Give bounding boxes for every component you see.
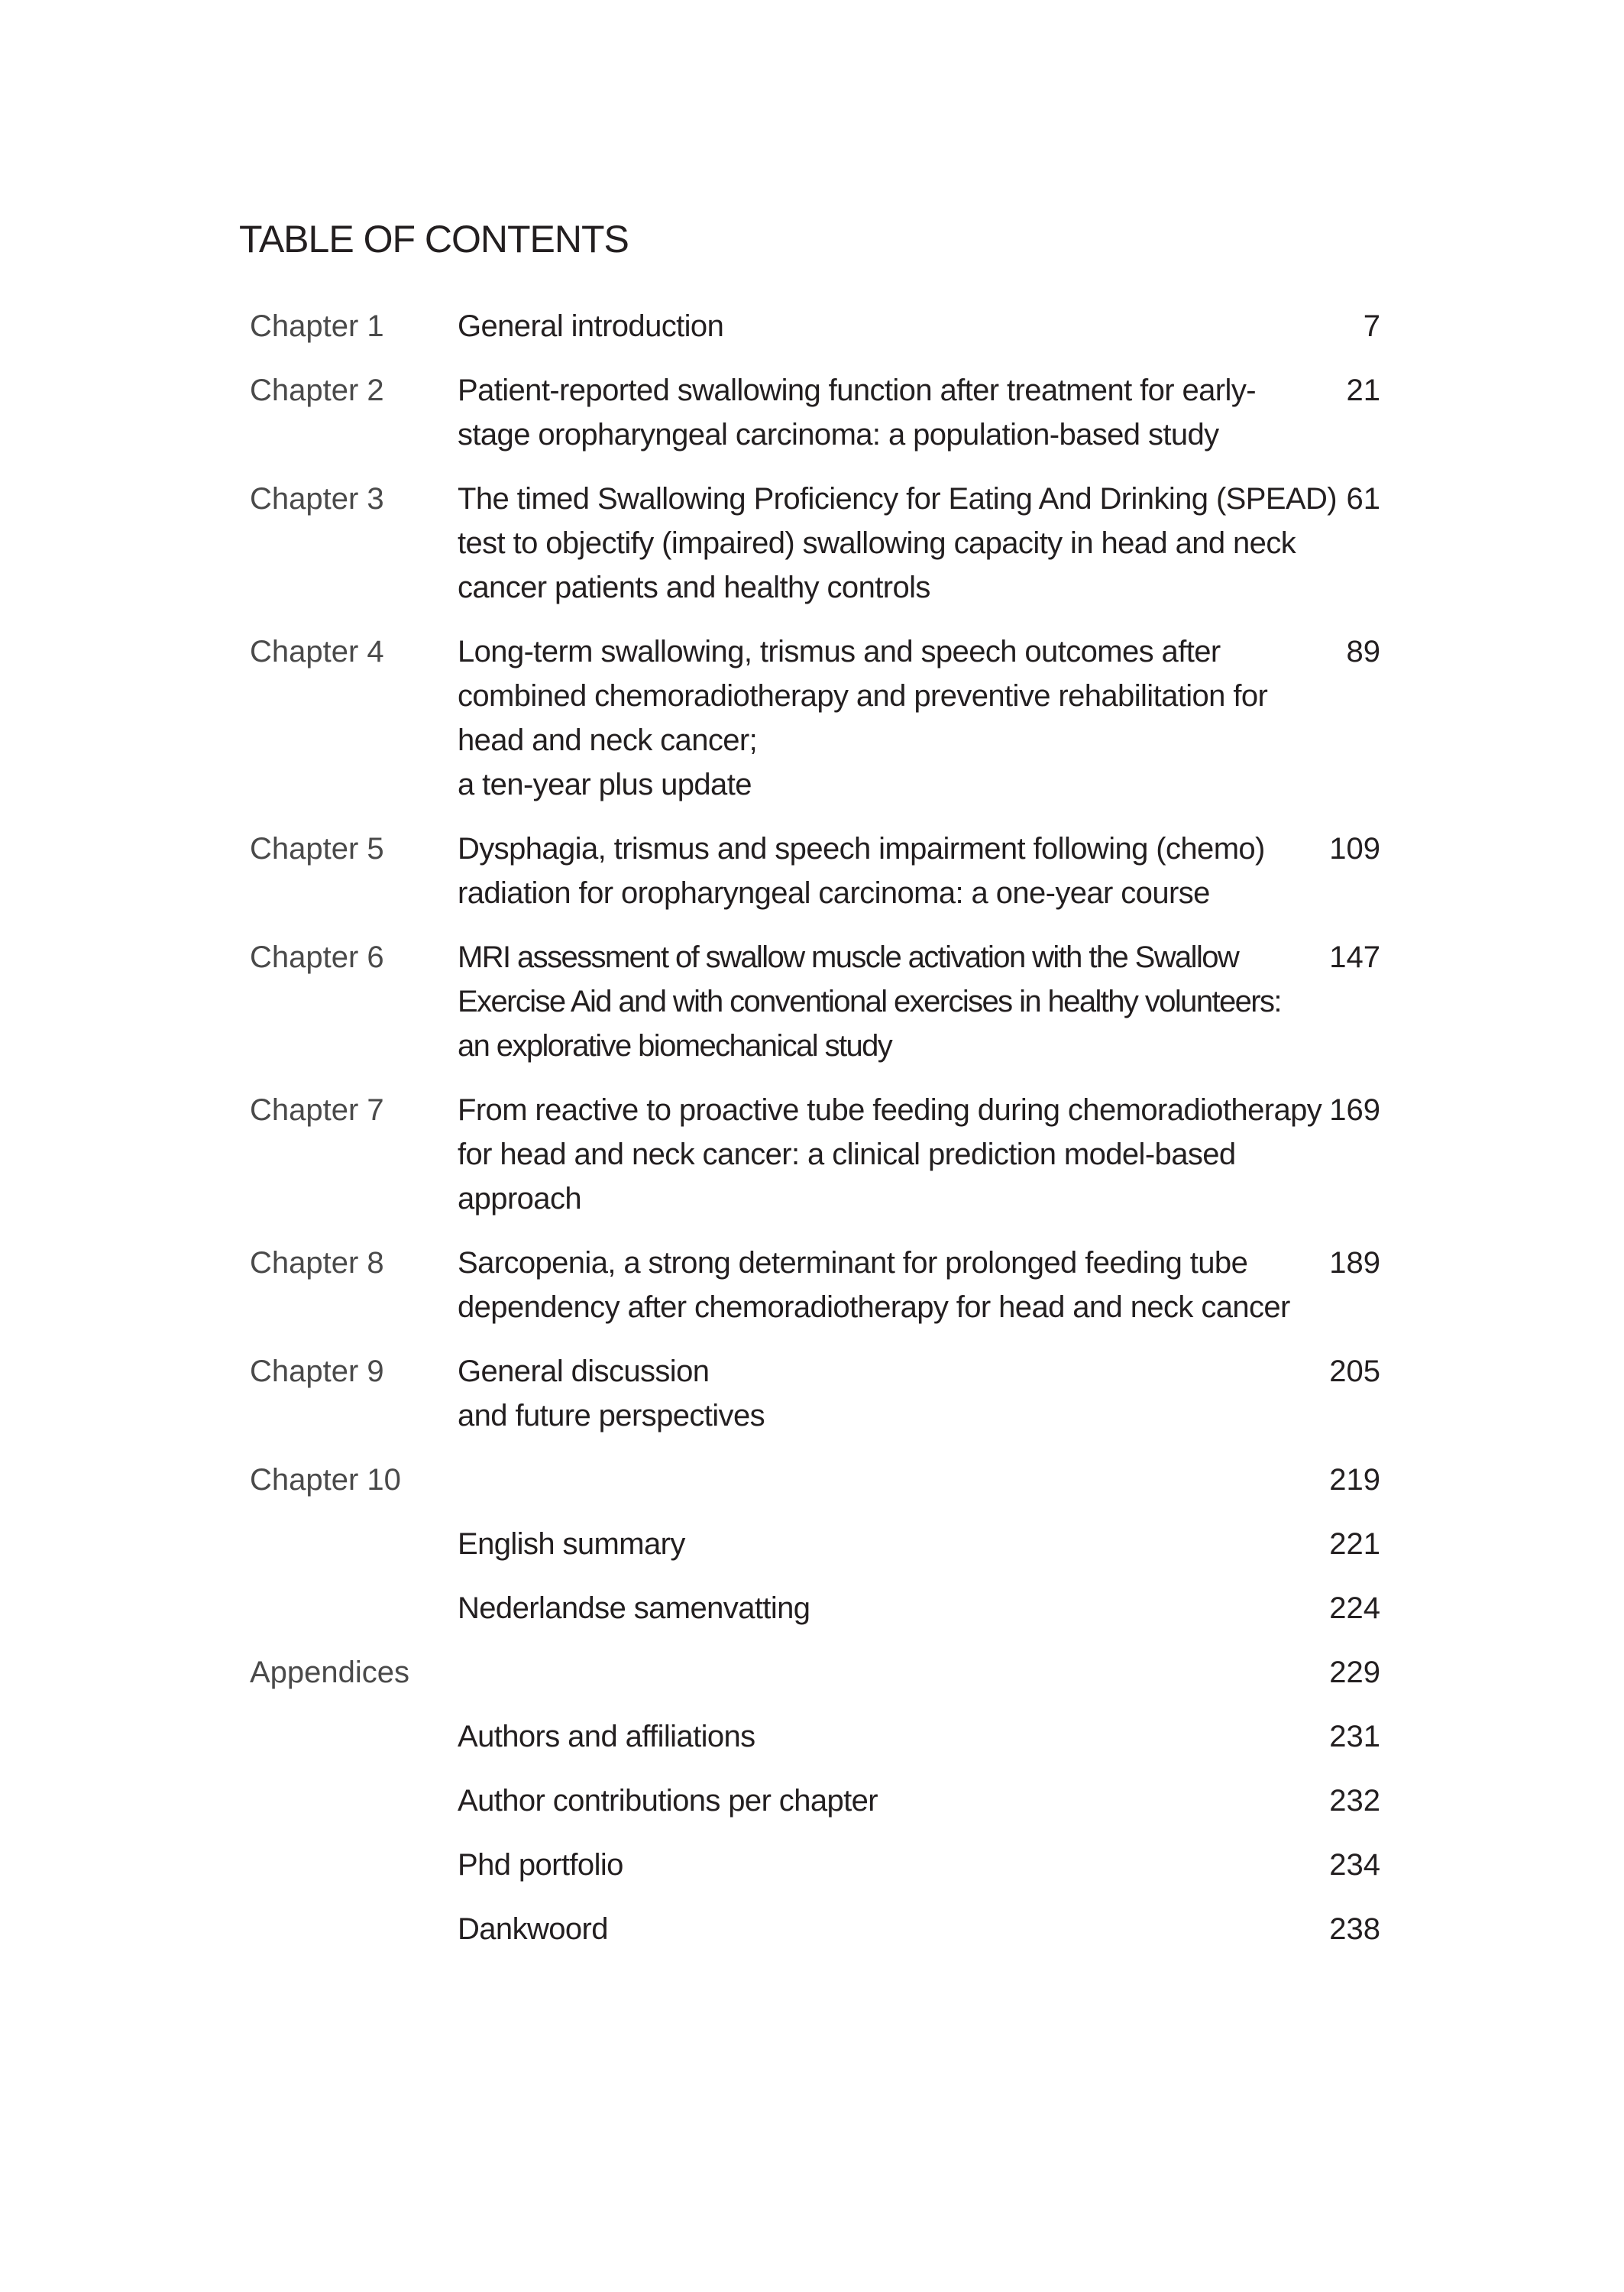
toc-entry-title bbox=[458, 368, 1286, 457]
toc-entry-title-line: approach bbox=[458, 1182, 581, 1216]
toc-entry-page-number: 205 bbox=[1329, 1355, 1380, 1388]
toc-entry-page-number: 189 bbox=[1329, 1246, 1380, 1280]
toc-entry-page-number: 61 bbox=[1346, 482, 1380, 516]
toc-entry bbox=[250, 1907, 1380, 1951]
toc-entry-title-line: Dankwoord bbox=[458, 1912, 608, 1946]
toc-entry-title-line: From reactive to proactive tube feeding during chemoradiotherapy bbox=[458, 1093, 1322, 1127]
toc-entry-title bbox=[458, 935, 1286, 1068]
toc-entry-label: Chapter 1 bbox=[250, 309, 384, 343]
toc-entry-title-line: Author contributions per chapter bbox=[458, 1784, 878, 1818]
toc-entry-title-line: Patient-reported swallowing function after treatment for early- bbox=[458, 374, 1256, 407]
toc-entry-label: Chapter 4 bbox=[250, 635, 384, 668]
toc-entry-title-line: Nederlandse samenvatting bbox=[458, 1591, 810, 1625]
toc-entry bbox=[250, 1843, 1380, 1887]
toc-entry-label: Chapter 10 bbox=[250, 1463, 401, 1497]
toc-entry bbox=[250, 1586, 1380, 1630]
toc-entry bbox=[250, 1522, 1380, 1566]
toc-entry-title-line: Phd portfolio bbox=[458, 1848, 623, 1882]
toc-entry bbox=[250, 477, 1380, 610]
toc-entry-title bbox=[458, 1088, 1322, 1221]
toc-entry-title bbox=[458, 304, 1286, 348]
toc-entry bbox=[250, 1088, 1380, 1221]
toc-entry-page-number: 21 bbox=[1346, 374, 1380, 407]
toc-entry-page-number: 7 bbox=[1363, 309, 1380, 343]
toc-entry bbox=[250, 827, 1380, 915]
toc-entry-label: Chapter 7 bbox=[250, 1093, 384, 1127]
toc-entry-title-line: and future perspectives bbox=[458, 1399, 765, 1432]
toc-entry-title bbox=[458, 1843, 1286, 1887]
toc-entry-title-line: an explorative biomechanical study bbox=[458, 1029, 892, 1063]
toc-entry-title bbox=[458, 1349, 1286, 1438]
toc-entry-title-line: Sarcopenia, a strong determinant for prolonged feeding tube bbox=[458, 1246, 1248, 1280]
toc-entry-title bbox=[458, 1714, 1286, 1759]
toc-entry-page-number: 224 bbox=[1329, 1591, 1380, 1625]
toc-entry-title bbox=[458, 1458, 1286, 1502]
toc-entry-title-line: Dysphagia, trismus and speech impairment following (chemo) bbox=[458, 832, 1265, 866]
toc-entry-title-line: General discussion bbox=[458, 1355, 710, 1388]
toc-entry-title-line bbox=[458, 1650, 1286, 1695]
toc-entry-title-line: Exercise Aid and with conventional exercises in healthy volunteers: bbox=[458, 985, 1281, 1018]
toc-entry-page-number: 232 bbox=[1329, 1784, 1380, 1818]
toc-entry-title bbox=[458, 1241, 1290, 1329]
toc-entry bbox=[250, 1779, 1380, 1823]
toc-entry-label: Appendices bbox=[250, 1656, 410, 1689]
toc-entry bbox=[250, 1650, 1380, 1695]
toc-entry-title-line: English summary bbox=[458, 1527, 685, 1561]
toc-entry bbox=[250, 368, 1380, 457]
toc-entry-title-line: dependency after chemoradiotherapy for head and neck cancer bbox=[458, 1290, 1290, 1324]
toc-entry-title bbox=[458, 477, 1337, 610]
toc-entry-title-line: head and neck cancer; bbox=[458, 724, 758, 757]
toc-entry-page-number: 229 bbox=[1329, 1656, 1380, 1689]
toc-entry-title-line: cancer patients and healthy controls bbox=[458, 571, 930, 604]
toc-entry bbox=[250, 630, 1380, 807]
toc-entry-page-number: 221 bbox=[1329, 1527, 1380, 1561]
toc-entry-title bbox=[458, 1586, 1286, 1630]
toc-entry-label: Chapter 9 bbox=[250, 1355, 384, 1388]
toc-entry-page-number: 169 bbox=[1329, 1093, 1380, 1127]
toc-entry-label: Chapter 3 bbox=[250, 482, 384, 516]
toc-entry-page-number: 147 bbox=[1329, 940, 1380, 974]
toc-entry-title bbox=[458, 1522, 1286, 1566]
toc-entry-title-line bbox=[458, 1458, 1286, 1502]
toc-entry-title-line: radiation for oropharyngeal carcinoma: a one-year course bbox=[458, 876, 1210, 910]
toc-entry-label: Chapter 8 bbox=[250, 1246, 384, 1280]
toc-entry bbox=[250, 935, 1380, 1068]
toc-entry bbox=[250, 1458, 1380, 1502]
toc-entry-title-line: MRI assessment of swallow muscle activation with the Swallow bbox=[458, 940, 1239, 974]
toc-entry-title bbox=[458, 827, 1286, 915]
toc-entry-title-line: Long-term swallowing, trismus and speech outcomes after bbox=[458, 635, 1221, 668]
toc-entry-page-number: 231 bbox=[1329, 1720, 1380, 1753]
toc-entry-title bbox=[458, 630, 1286, 807]
toc-entry-title bbox=[458, 1907, 1286, 1951]
toc-entry-title bbox=[458, 1779, 1286, 1823]
toc-entry bbox=[250, 304, 1380, 348]
toc-entry-title-line: a ten-year plus update bbox=[458, 768, 752, 801]
toc-entry-title-line: for head and neck cancer: a clinical prediction model-based bbox=[458, 1138, 1236, 1171]
toc-entry-title-line: The timed Swallowing Proficiency for Eating And Drinking (SPEAD) bbox=[458, 482, 1337, 516]
toc-entry-page-number: 109 bbox=[1329, 832, 1380, 866]
toc-entry-title-line: Authors and affiliations bbox=[458, 1720, 755, 1753]
toc-entry bbox=[250, 1349, 1380, 1438]
toc-entry-label: Chapter 6 bbox=[250, 940, 384, 974]
toc-entry-page-number: 219 bbox=[1329, 1463, 1380, 1497]
toc-entry-page-number: 238 bbox=[1329, 1912, 1380, 1946]
table-of-contents bbox=[250, 304, 1380, 1971]
toc-entry bbox=[250, 1241, 1380, 1329]
toc-entry-page-number: 234 bbox=[1329, 1848, 1380, 1882]
toc-entry-page-number: 89 bbox=[1346, 635, 1380, 668]
toc-entry-label: Chapter 2 bbox=[250, 374, 384, 407]
toc-entry-title-line: test to objectify (impaired) swallowing capacity in head and neck bbox=[458, 526, 1296, 560]
toc-entry-title bbox=[458, 1650, 1286, 1695]
toc-entry-label: Chapter 5 bbox=[250, 832, 384, 866]
toc-entry-title-line: combined chemoradiotherapy and preventive rehabilitation for bbox=[458, 679, 1268, 713]
toc-entry-title-line: General introduction bbox=[458, 309, 724, 343]
page-title: TABLE OF CONTENTS bbox=[239, 218, 629, 261]
toc-entry-title-line: stage oropharyngeal carcinoma: a population-based study bbox=[458, 418, 1219, 452]
toc-entry bbox=[250, 1714, 1380, 1759]
